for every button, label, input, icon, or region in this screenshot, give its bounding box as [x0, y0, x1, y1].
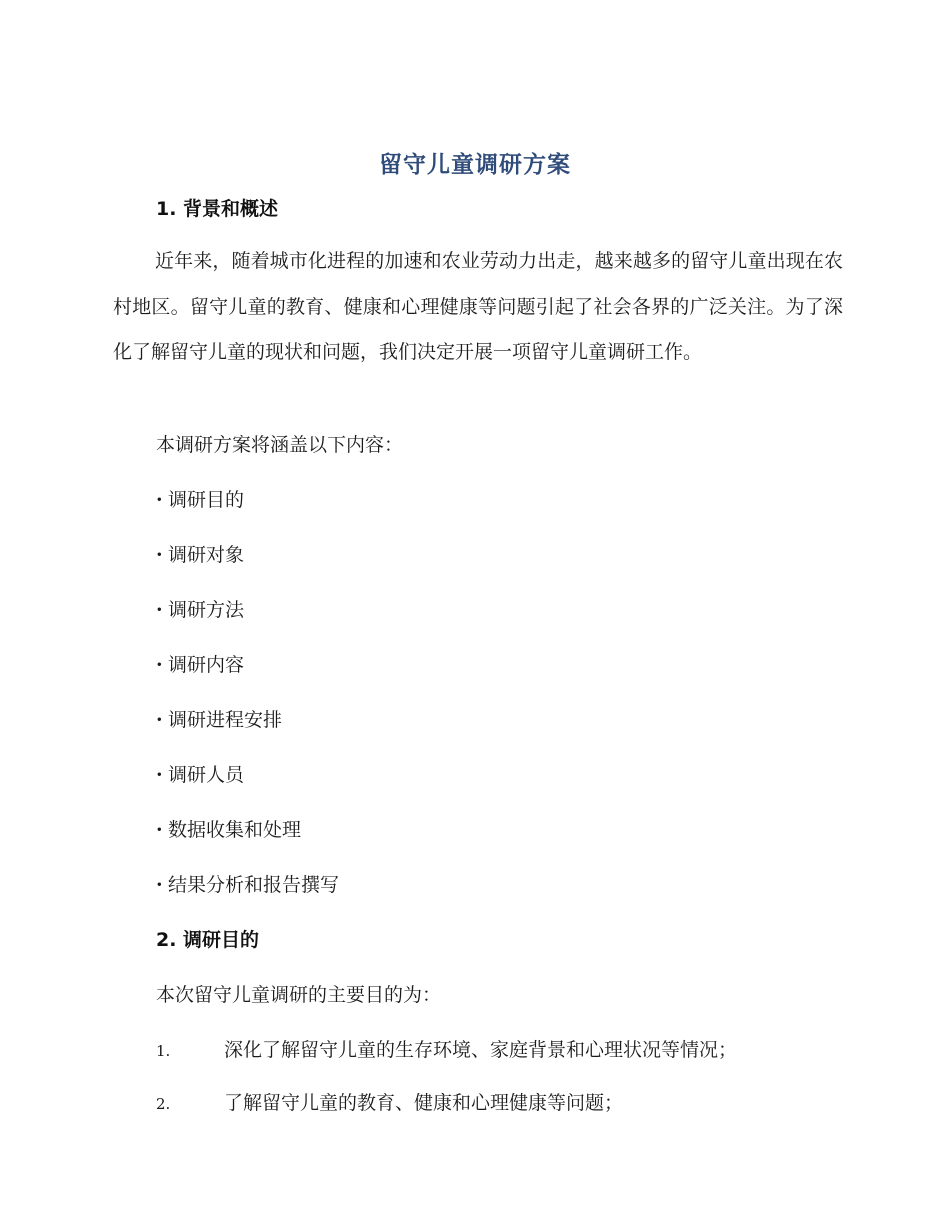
- bullet-text: 调研对象: [168, 544, 245, 566]
- bullet-text: 调研目的: [168, 489, 245, 511]
- section-1-paragraph: 近年来，随着城市化进程的加速和农业劳动力出走，越来越多的留守儿童出现在农村地区。留守儿童的教育、健康和心理健康等问题引起了社会各界的广泛关注。为了深化了解留守儿童的现状和问题，我们决定开展一项留守儿童调研工作。: [113, 250, 843, 363]
- bullet-item: [156, 595, 244, 622]
- item-number: 2.: [156, 1095, 171, 1113]
- numbered-item: [156, 1088, 623, 1115]
- section-1-intro: 本调研方案将涵盖以下内容：: [156, 434, 404, 456]
- bullet-item: [156, 650, 244, 677]
- bullet-item: [156, 485, 244, 512]
- numbered-item: [156, 1035, 737, 1062]
- bullet-marker: ·: [156, 874, 163, 896]
- bullet-text: 调研内容: [168, 654, 245, 676]
- bullet-text: 结果分析和报告撰写: [168, 874, 340, 896]
- bullet-item: [156, 870, 339, 897]
- bullet-marker: ·: [156, 709, 163, 731]
- bullet-marker: ·: [156, 544, 163, 566]
- bullet-item: [156, 705, 282, 732]
- bullet-text: 数据收集和处理: [168, 819, 302, 841]
- bullet-item: [156, 540, 244, 567]
- bullet-marker: ·: [156, 489, 163, 511]
- item-text: 深化了解留守儿童的生存环境、家庭背景和心理状况等情况；: [224, 1039, 738, 1061]
- section-2-intro: 本次留守儿童调研的主要目的为：: [156, 984, 442, 1006]
- item-number: 1.: [156, 1042, 171, 1060]
- bullet-item: [156, 815, 301, 842]
- document-title: 留守儿童调研方案: [379, 152, 571, 178]
- section-1-heading: 1. 背景和概述: [156, 198, 279, 220]
- bullet-marker: ·: [156, 819, 163, 841]
- bullet-marker: ·: [156, 599, 163, 621]
- bullet-text: 调研人员: [168, 764, 245, 786]
- bullet-text: 调研进程安排: [168, 709, 283, 731]
- bullet-item: [156, 760, 244, 787]
- bullet-text: 调研方法: [168, 599, 245, 621]
- section-2-heading: 2. 调研目的: [156, 929, 260, 951]
- bullet-marker: ·: [156, 764, 163, 786]
- bullet-marker: ·: [156, 654, 163, 676]
- item-text: 了解留守儿童的教育、健康和心理健康等问题；: [224, 1092, 624, 1114]
